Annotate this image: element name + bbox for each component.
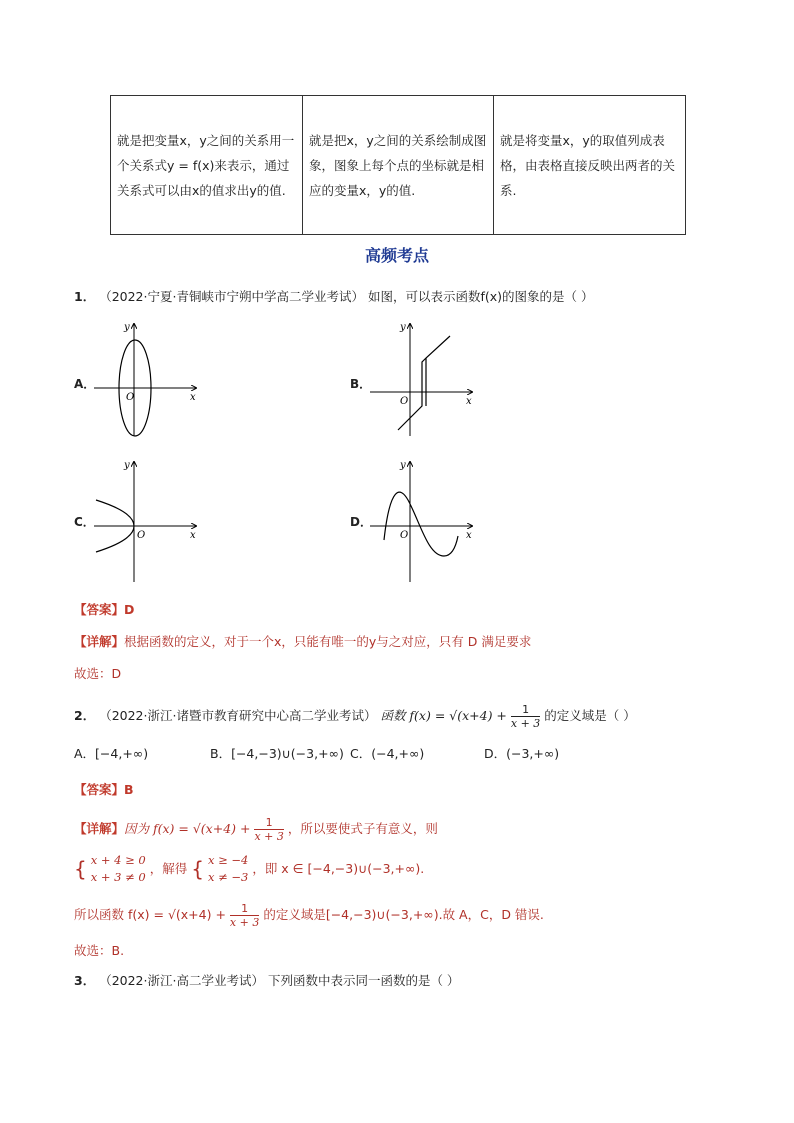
answer-label: 【答案】 <box>74 602 125 617</box>
question-1-source: （2022·宁夏·青铜峡市宁朔中学高二学业考试） <box>99 289 364 304</box>
brace-icon: { <box>74 857 87 881</box>
fraction <box>230 902 259 929</box>
question-1-line <box>74 288 593 306</box>
table-cell-analytic: 就是把变量x，y之间的关系用一个关系式y = f(x)来表示，通过关系式可以由x的值求出y的值. <box>111 96 303 234</box>
system-2 <box>208 852 248 886</box>
question-2-conclusion <box>74 902 544 929</box>
fraction-den: x + 3 <box>510 717 541 730</box>
origin-label: O <box>400 396 409 407</box>
question-1-detail <box>74 633 531 651</box>
graph-b <box>366 318 486 440</box>
option-d-label: D． <box>350 515 372 529</box>
table-cell-list: 就是将变量x，y的取值列成表格，由表格直接反映出两者的关系. <box>500 132 676 198</box>
system-1 <box>91 852 146 886</box>
question-2-choose: 故选：B. <box>74 943 125 958</box>
y-axis-label: y <box>124 322 130 333</box>
question-2-option-a: A．[−4,+∞) <box>74 746 149 761</box>
answer-label: 【答案】 <box>74 782 125 797</box>
question-2-system <box>74 852 424 888</box>
detail-post: ，所以要使式子有意义，则 <box>287 821 438 836</box>
wave-curve <box>384 492 458 556</box>
fraction-den: x + 3 <box>229 916 260 929</box>
origin-label: O <box>400 530 409 541</box>
question-2-answer <box>74 781 134 799</box>
fraction <box>254 816 283 843</box>
piecewise-curve <box>398 336 450 430</box>
question-3-line <box>74 972 459 990</box>
question-1-answer <box>74 601 134 619</box>
system-1-b: x + 3 ≠ 0 <box>90 870 146 884</box>
question-2-line <box>74 703 636 730</box>
detail-text: 根据函数的定义，对于一个x，只能有唯一的y与之对应，只有 D 满足要求 <box>124 634 532 649</box>
question-1-stem: 如图，可以表示函数f(x)的图象的是（ ） <box>367 289 594 304</box>
option-a-label: A． <box>74 377 96 391</box>
detail-label: 【详解】 <box>74 821 125 836</box>
fraction-num: 1 <box>254 816 283 830</box>
conclusion-post: 的定义域是[−4,−3)∪(−3,+∞).故 A，C，D 错误. <box>263 907 544 922</box>
question-2-source: （2022·浙江·诸暨市教育研究中心高二学业考试） <box>99 708 377 723</box>
graph-c <box>90 456 210 584</box>
question-3-source: （2022·浙江·高二学业考试） <box>99 973 264 988</box>
question-1-number: 1． <box>74 289 96 304</box>
x-axis-label: x <box>466 396 472 407</box>
graph-d <box>366 456 486 584</box>
x-axis-label: x <box>190 530 196 541</box>
question-2-stem-pre: 函数 f(x) = √(x+4) + <box>380 708 511 723</box>
section-title: 高频考点 <box>364 246 429 265</box>
origin-label: O <box>126 392 135 403</box>
question-1-choose: 故选：D <box>74 666 122 681</box>
solve-post: ，即 x ∈ [−4,−3)∪(−3,+∞). <box>252 861 425 876</box>
fraction-num: 1 <box>230 902 259 916</box>
system-2-a: x ≥ −4 <box>207 853 249 867</box>
question-2-option-b: B．[−4,−3)∪(−3,+∞) <box>210 746 344 761</box>
y-axis-label: y <box>124 460 130 471</box>
definition-table <box>110 95 686 235</box>
fraction-num: 1 <box>511 703 540 717</box>
y-axis-label: y <box>400 322 406 333</box>
answer-value: B <box>124 782 134 797</box>
question-2-option-c: C．(−4,+∞) <box>350 746 425 761</box>
option-c-label: C． <box>74 515 95 529</box>
origin-label: O <box>137 530 146 541</box>
conclusion-pre: 所以函数 f(x) = √(x+4) + <box>74 907 230 922</box>
x-axis-label: x <box>190 392 196 403</box>
answer-value: D <box>124 602 135 617</box>
option-b-label: B． <box>350 377 372 391</box>
y-axis-label: y <box>400 460 406 471</box>
detail-pre: 因为 f(x) = √(x+4) + <box>124 821 255 836</box>
brace-icon: { <box>191 857 204 881</box>
fraction <box>511 703 540 730</box>
question-3-stem: 下列函数中表示同一函数的是（ ） <box>267 973 460 988</box>
question-3-number: 3． <box>74 973 96 988</box>
solve-text: ，解得 <box>149 861 188 876</box>
question-2-detail <box>74 816 438 843</box>
table-cell-graph: 就是把x，y之间的关系绘制成图象，图象上每个点的坐标就是相应的变量x，y的值. <box>303 96 494 234</box>
system-2-b: x ≠ −3 <box>207 870 249 884</box>
question-2-stem-post: 的定义域是（ ） <box>544 708 636 723</box>
question-2-option-d: D．(−3,+∞) <box>484 746 560 761</box>
x-axis-label: x <box>466 530 472 541</box>
fraction-den: x + 3 <box>254 830 284 843</box>
system-1-a: x + 4 ≥ 0 <box>90 853 146 867</box>
question-2-number: 2． <box>74 708 96 723</box>
detail-label: 【详解】 <box>74 634 125 649</box>
graph-a <box>90 318 210 440</box>
